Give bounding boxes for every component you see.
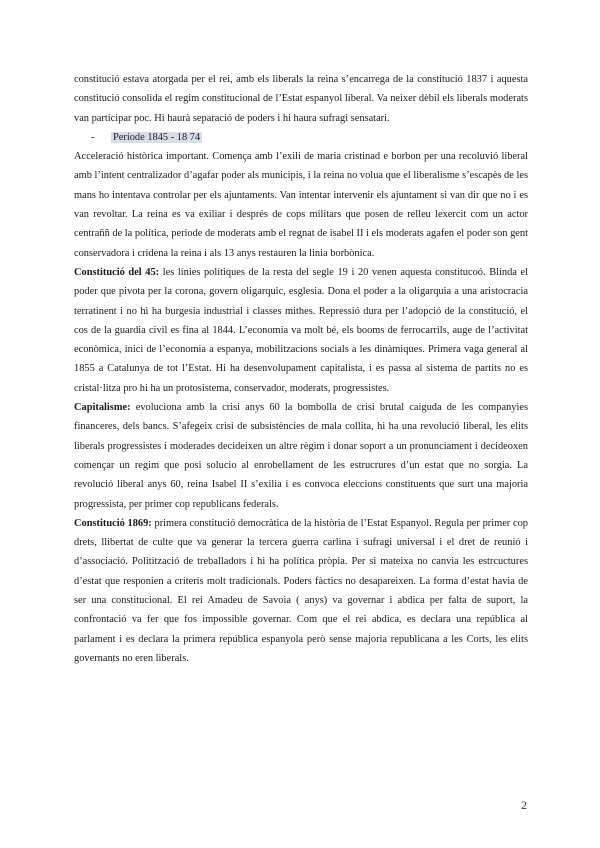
- constitucio-45-heading: Constitució del 45:: [74, 266, 160, 278]
- capitalisme-paragraph: [74, 398, 528, 514]
- page-number: 2: [521, 798, 527, 812]
- period-bullet: [74, 128, 528, 147]
- capitalisme-text: evoluciona amb la crisi anys 60 la bombolla de crisi brutal caiguda de les companyies financeres, dels bancs. S’afegeix crisi de subsistències de mala collita, hi ha una revolució liberal, les elits liberals progressistes i moderades decideixen un altre règim i donar soport a un pronunciament i decideoxen començar un regim que posi solucio al enrobellament de les estrucrures d’un estat que no sorgia. La revolució liberal anys 60, reina Isabel II s’exilia i es convoca eleccions constituents que surt una majoria progressista, per primer cop republicans federals.: [74, 402, 528, 510]
- capitalisme-heading: Capitalisme:: [74, 402, 131, 414]
- constitucio-45-text: les línies polítiques de la resta del segle 19 i 20 venen aquesta constitucoó. Blinda el poder que pivota per la corona, govern oligarquic, esglesia. Dona el poder a la oligarquia a una aristocracia terratinent i no hi ha burgesia industrial i classes mithes. Repressió dura per l’adopció de la constitució, el cos de la guardia civil es fina al 1844. L’economia va molt bé, els booms de ferrocarrils, auge de l’activitat econòmica, inici de l’economia a espanya, mobilitzacions socials a les dinàmiques. Primera vaga general al 1855 a Catalunya de tot l’Estat. Hi ha desenvolupament capitalista, i es passa al sistema de partits no es cristal·litza pro hi ha un protosistema, conservador, moderats, progressistes.: [74, 266, 528, 394]
- constitucio-1869-paragraph: [74, 514, 528, 668]
- intro-paragraph: constitució estava atorgada per el rei, amb els liberals la reina s’encarrega de la constitució 1837 i aquesta constitució consolida el regim constitucional de l’Estat espanyol liberal. Va neixer dèbil els liberals moderats van participar poc. Hi haurà separació de poders i hi haura sufragi sensatari.: [74, 74, 528, 124]
- constitucio-45-paragraph: [74, 263, 528, 398]
- constitucio-1869-text: primera constitució democràtica de la història de l’Estat Espanyol. Regula per primer cop drets, llibertat de culte que va generar la tercera guerra carlina i sufragi universal i el dret de reunió i d’associació. Politització de treballadors i hi ha política pròpia. Per si mateixa no canvia les estrcuctures d’estat que responien a criteris molt tradicionals. Poders fàctics no desapareixen. La forma d’estat havia de ser una constitucional. El rei Amadeu de Savoia ( anys) va governar i abdica per falta de suport, la confrontació va fer que fos impossible governar. Com que el rei abdica, es declara una república al parlament i es declara la primera república espanyola però sense majoria republicana a les Corts, les elits governants no eren liberals.: [74, 517, 529, 664]
- page-body: [74, 70, 528, 668]
- bullet-dash: -: [91, 131, 95, 143]
- acceleracio-paragraph: Acceleració històrica important. Comença amb l’exili de maria cristinad e borbon per una recoluvió liberal amb l’intent centralizador d’agafar poder als municipis, i la reina no volua que el liberalisme s’escapès de les mans ho intentava controlar per els ajuntaments. Van intentar intervenir els ajuntament si van dir que no i es van revoltar. La reina es va exiliar i després de cops militars que posen de relleu lexercit com un actor centraññ de la política, periode de moderats amb el regnat de isabel II i els moderats agafen el poder son gent conservadora i cridena la reina i als 13 anys restauren la linia borbònica.: [74, 151, 528, 259]
- constitucio-1869-heading: Constitució 1869:: [74, 517, 152, 529]
- period-heading: Període 1845 - 18 74: [113, 131, 201, 143]
